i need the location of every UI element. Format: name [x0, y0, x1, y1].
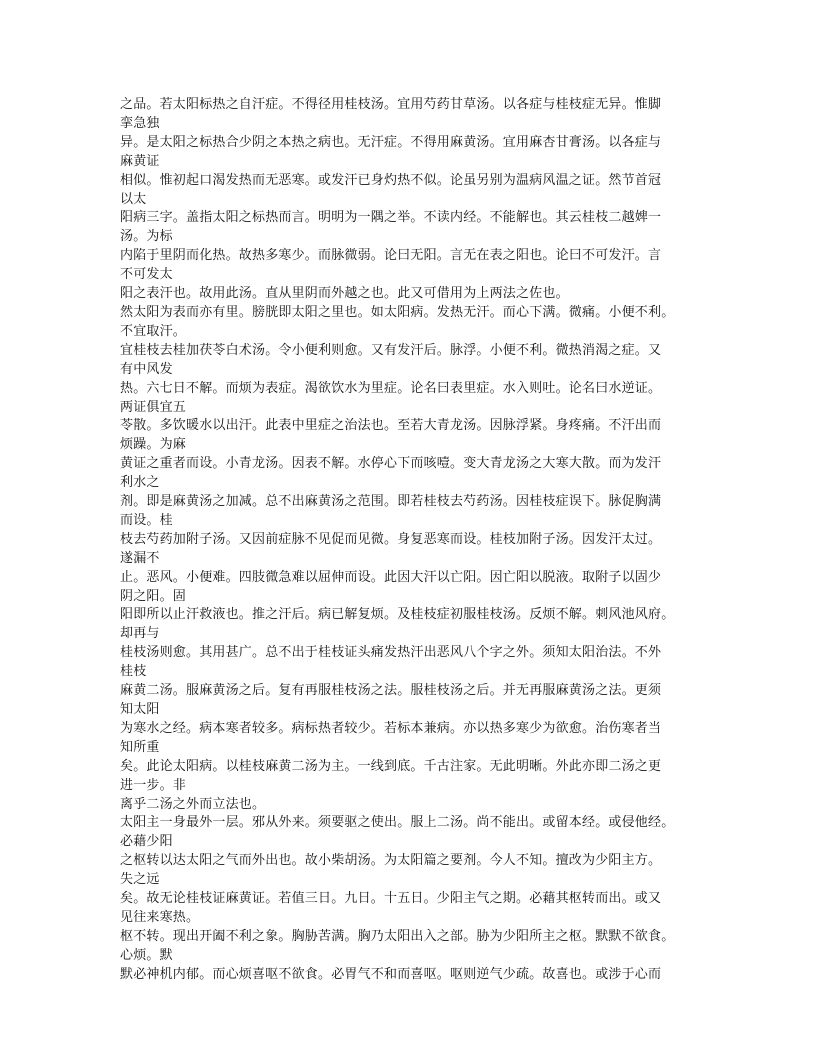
- text-line: 枢不转。现出开阖不利之象。胸胁苦满。胸乃太阳出入之部。胁为少阳所主之枢。默默不欲食。: [120, 928, 675, 944]
- text-line: 相似。惟初起口渴发热而无恶寒。或发汗已身灼热不似。论虽另别为温病风温之证。然节首冠: [120, 172, 662, 188]
- text-line: 失之远: [120, 872, 160, 888]
- text-line: 枝去芍药加附子汤。又因前症脉不见促而见微。身复恶寒而设。桂枝加附子汤。因发汗太过。: [120, 531, 662, 547]
- text-line: 见往来寒热。: [120, 909, 200, 925]
- text-line: 之枢转以达太阳之气而外出也。故小柴胡汤。为太阳篇之要剂。今人不知。擅改为少阳主方。: [120, 853, 662, 869]
- text-line: 利水之: [120, 475, 160, 491]
- text-line: 离乎二汤之外而立法也。: [120, 796, 266, 812]
- text-line: 不宜取汗。: [120, 323, 187, 339]
- text-line: 为寒水之经。病本寒者较多。病标热者较少。若标本兼病。亦以热多寒少为欲愈。治伤寒者当: [120, 720, 662, 736]
- text-line: 两证俱宜五: [120, 399, 187, 415]
- text-line: 阴之阳。固: [120, 588, 187, 604]
- text-line: 麻黄证: [120, 153, 160, 169]
- text-line: 进一步。非: [120, 777, 187, 793]
- text-line: 矣。故无论桂枝证麻黄证。若值三日。九日。十五日。少阳主气之期。必藉其枢转而出。或又: [120, 891, 662, 907]
- text-line: 之品。若太阳标热之自汗症。不得径用桂枝汤。宜用芍药甘草汤。以各症与桂枝症无异。惟脚: [120, 97, 662, 112]
- text-line: 然太阳为表而亦有里。膀胱即太阳之里也。如太阳病。发热无汗。而心下满。微痛。小便不利。: [120, 304, 675, 320]
- text-line: 不可发太: [120, 267, 173, 283]
- text-line: 苓散。多饮暖水以出汗。此表中里症之治法也。至若大青龙汤。因脉浮紧。身疼痛。不汗出而: [120, 418, 662, 434]
- text-line: 内陷于里阴而化热。故热多寒少。而脉微弱。论曰无阳。言无在表之阳也。论曰不可发汗。言: [120, 248, 662, 264]
- text-line: 宜桂枝去桂加茯苓白术汤。令小便利则愈。又有发汗后。脉浮。小便不利。微热消渴之症。又: [120, 342, 662, 358]
- text-line: 烦躁。为麻: [120, 437, 187, 453]
- text-line: 知太阳: [120, 702, 160, 717]
- text-line: 异。是太阳之标热合少阴之本热之病也。无汗症。不得用麻黄汤。宜用麻杏甘膏汤。以各症与: [120, 134, 662, 150]
- text-line: 太阳主一身最外一层。邪从外来。须要驱之使出。服上二汤。尚不能出。或留本经。或侵他经。: [120, 815, 675, 831]
- text-line: 挛急独: [120, 115, 160, 131]
- text-line: 遂漏不: [120, 550, 160, 566]
- text-line: 阳之表汗也。故用此汤。直从里阴而外越之也。此又可借用为上两法之佐也。: [120, 286, 569, 302]
- document-page: [120, 96, 700, 985]
- text-line: 麻黄二汤。服麻黄汤之后。复有再服桂枝汤之法。服桂枝汤之后。并无再服麻黄汤之法。更须: [120, 683, 662, 699]
- text-line: 知所重: [120, 739, 160, 755]
- text-line: 止。恶风。小便难。四肢微急难以屈伸而设。此因大汗以亡阳。因亡阳以脱液。取附子以固少: [120, 569, 662, 585]
- text-line: 默必神机内郁。而心烦喜呕不欲食。必胃气不和而喜呕。呕则逆气少疏。故喜也。或涉于心而: [120, 966, 662, 982]
- text-line: 而设。桂: [120, 512, 173, 528]
- text-line: 矣。此论太阳病。以桂枝麻黄二汤为主。一线到底。千古注家。无此明晰。外此亦即二汤之更: [120, 758, 662, 774]
- text-line: 汤。为标: [120, 229, 173, 245]
- text-line: 必藉少阳: [120, 834, 173, 850]
- text-line: 阳即所以止汗救液也。推之汗后。病已解复烦。及桂枝症初服桂枝汤。反烦不解。刺风池风府。: [120, 607, 675, 623]
- text-line: 心烦。默: [120, 947, 173, 963]
- text-line: 黄证之重者而设。小青龙汤。因表不解。水停心下而咳噎。变大青龙汤之大寒大散。而为发汗: [120, 456, 662, 472]
- text-line: 以太: [120, 191, 147, 207]
- text-line: 剂。即是麻黄汤之加减。总不出麻黄汤之范围。即若桂枝去芍药汤。因桂枝症误下。脉促胸满: [120, 494, 662, 510]
- text-line: 却再与: [120, 626, 160, 642]
- text-line: 阳病三字。盖指太阳之标热而言。明明为一隅之举。不读内经。不能解也。其云桂枝二越婢一: [120, 210, 662, 226]
- text-line: 桂枝汤则愈。其用甚广。总不出于桂枝证头痛发热汗出恶风八个字之外。须知太阳治法。不外: [120, 645, 662, 661]
- text-line: 桂枝: [120, 664, 147, 680]
- text-line: 热。六七日不解。而烦为表症。渴欲饮水为里症。论名曰表里症。水入则吐。论名曰水逆证。: [120, 380, 662, 396]
- text-line: 有中风发: [120, 361, 173, 377]
